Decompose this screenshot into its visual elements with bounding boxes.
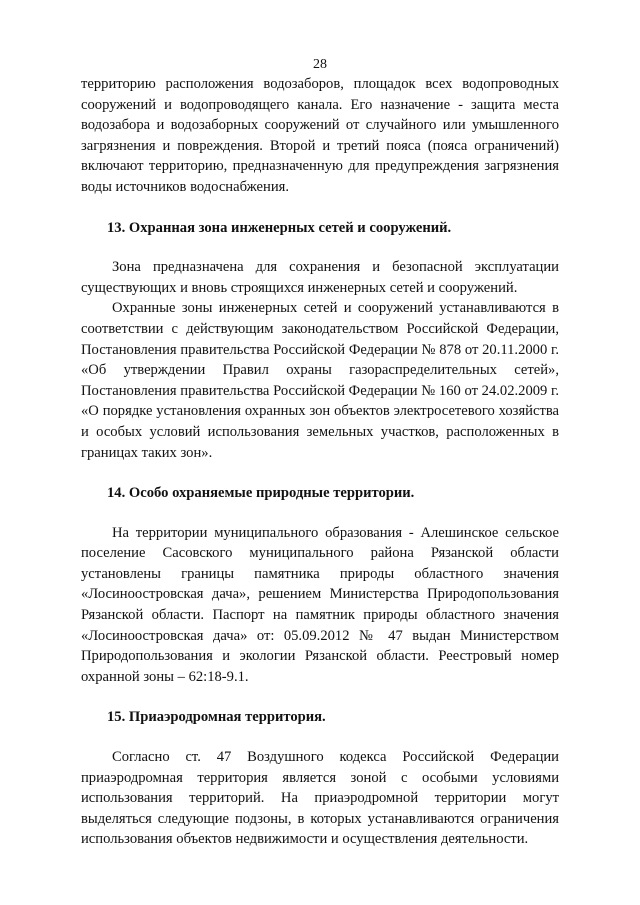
page-number: 28: [313, 57, 327, 72]
paragraph-water-protection-belts: территорию расположения водозаборов, площадок всех водопроводных сооружений и водопроводящего канала. Его назначение - защита места водозабора и водозаборных сооружений от случайного или умышленного загрязнения и повреждения. Второй и третий пояса (пояса ограничений) включают территорию, предназначенную для предупреждения загрязнения воды источников водоснабжения.: [81, 76, 559, 195]
heading-section-13: 13. Охранная зона инженерных сетей и сооружений.: [107, 219, 452, 236]
paragraph-aerodrome-territory: Согласно ст. 47 Воздушного кодекса Российской Федерации приаэродромная территория является зоной с особыми условиями использования территорий. На приаэродромной территории могут выделяться следующие подзоны, в которых устанавливаются ограничения использования объектов недвижимости и осуществления деятельности.: [81, 749, 559, 848]
heading-section-14: 14. Особо охраняемые природные территории.: [107, 485, 415, 502]
paragraph-engineering-zones-legislation: Охранные зоны инженерных сетей и сооружений устанавливаются в соответствии с действующим законодательством Российской Федерации, Постановления правительства Российской Федерации № 878 от 20.11.2000 г. «Об утверждении Правил охраны газораспределительных сетей», Постановления правительства Российской Федерации № 160 от 24.02.2009 г. «О порядке установления охранных зон объектов электросетевого хозяйства и особых условий использования земельных участков, расположенных в границах таких зон».: [81, 300, 559, 461]
heading-section-15: 15. Приаэродромная территория.: [107, 709, 326, 726]
page-content: [81, 74, 559, 850]
paragraph-nature-monument: На территории муниципального образования - Алешинское сельское поселение Сасовского муниципального района Рязанской области установлены границы памятника природы областного значения «Лосиноостровская дача», решением Министерства Природопользования Рязанской области. Паспорт на памятник природы областного значения «Лосиноостровская дача» от: 05.09.2012 № 47 выдан Министерством Природопользования и экологии Рязанской области. Реестровый номер охранной зоны – 62:18-9.1.: [81, 524, 559, 685]
paragraph-zone-purpose: Зона предназначена для сохранения и безопасной эксплуатации существующих и вновь строящихся инженерных сетей и сооружений.: [81, 259, 559, 296]
